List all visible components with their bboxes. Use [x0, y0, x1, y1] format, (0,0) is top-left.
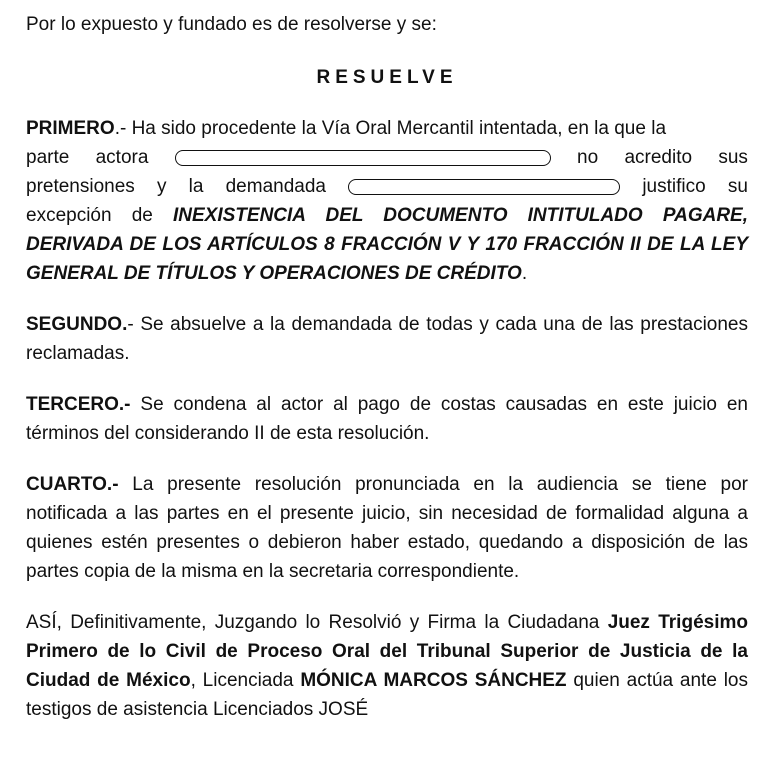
tercero-text: Se condena al actor al pago de costas causadas en este juicio en términos del considerando II de esta resolución. — [26, 394, 749, 444]
word-justifico: justifico — [642, 176, 706, 197]
primero-label: PRIMERO — [26, 118, 115, 139]
resolution-heading: RESUELVE — [316, 67, 458, 88]
primero-exception-text: excepción de — [26, 205, 173, 226]
segundo-sep: - — [127, 314, 141, 335]
intro-line: Por lo expuesto y fundado es de resolverse y se: — [26, 14, 437, 35]
word-actora: actora — [95, 147, 149, 168]
cuarto-label: CUARTO.- — [26, 474, 119, 495]
word-sus: sus — [718, 147, 748, 168]
primero-emphasis: INEXISTENCIA DEL DOCUMENTO INTITULADO PAGARE, DERIVADA DE LOS ARTÍCULOS 8 FRACCIÓN V Y 170 FRACCIÓN II DE LA LEY GENERAL DE TÍTULOS Y OPERACIONES DE CRÉDITO — [26, 205, 748, 284]
paragraph-primero — [26, 114, 748, 288]
asi-text-2: , Licenciada — [190, 670, 301, 691]
word-demandada: demandada — [225, 176, 326, 197]
segundo-label: SEGUNDO. — [26, 314, 128, 335]
asi-text-3: quien actúa ante los testigos de asistencia Licenciados JOSÉ — [26, 670, 748, 720]
redacted-defendant-name — [348, 179, 620, 195]
primero-sep: .- — [114, 118, 132, 139]
judge-name: MÓNICA MARCOS SÁNCHEZ — [300, 670, 567, 691]
paragraph-tercero — [26, 390, 748, 448]
judge-title: Juez Trigésimo Primero de lo Civil de Proceso Oral del Tribunal Superior de Justicia de la Ciudad de México — [26, 612, 748, 691]
word-y: y — [156, 176, 167, 197]
word-su: su — [727, 176, 748, 197]
primero-text-1: Ha sido procedente la Vía Oral Mercantil intentada, en la que la — [131, 118, 667, 139]
word-acredito: acredito — [624, 147, 693, 168]
word-no: no — [577, 147, 599, 168]
paragraph-segundo — [26, 310, 748, 368]
asi-text-1: ASÍ, Definitivamente, Juzgando lo Resolvió y Firma la Ciudadana — [26, 612, 608, 633]
cuarto-text: La presente resolución pronunciada en la audiencia se tiene por notificada a las partes en el presente juicio, sin necesidad de formalidad alguna a quienes estén presentes o debieron haber estado, quedando a disposición de las partes copia de la misma en la secretaria correspondiente. — [26, 474, 749, 582]
paragraph-cuarto — [26, 470, 748, 586]
cuarto-sep — [119, 474, 133, 495]
paragraph-asi — [26, 608, 748, 724]
tercero-sep — [131, 394, 141, 415]
tercero-label: TERCERO.- — [26, 394, 131, 415]
word-la: la — [188, 176, 204, 197]
word-parte: parte — [26, 147, 70, 168]
word-pretensiones: pretensiones — [26, 176, 135, 197]
primero-end: . — [521, 263, 528, 284]
segundo-text: Se absuelve a la demandada de todas y cada una de las prestaciones reclamadas. — [26, 314, 748, 364]
redacted-plaintiff-name — [175, 150, 551, 166]
